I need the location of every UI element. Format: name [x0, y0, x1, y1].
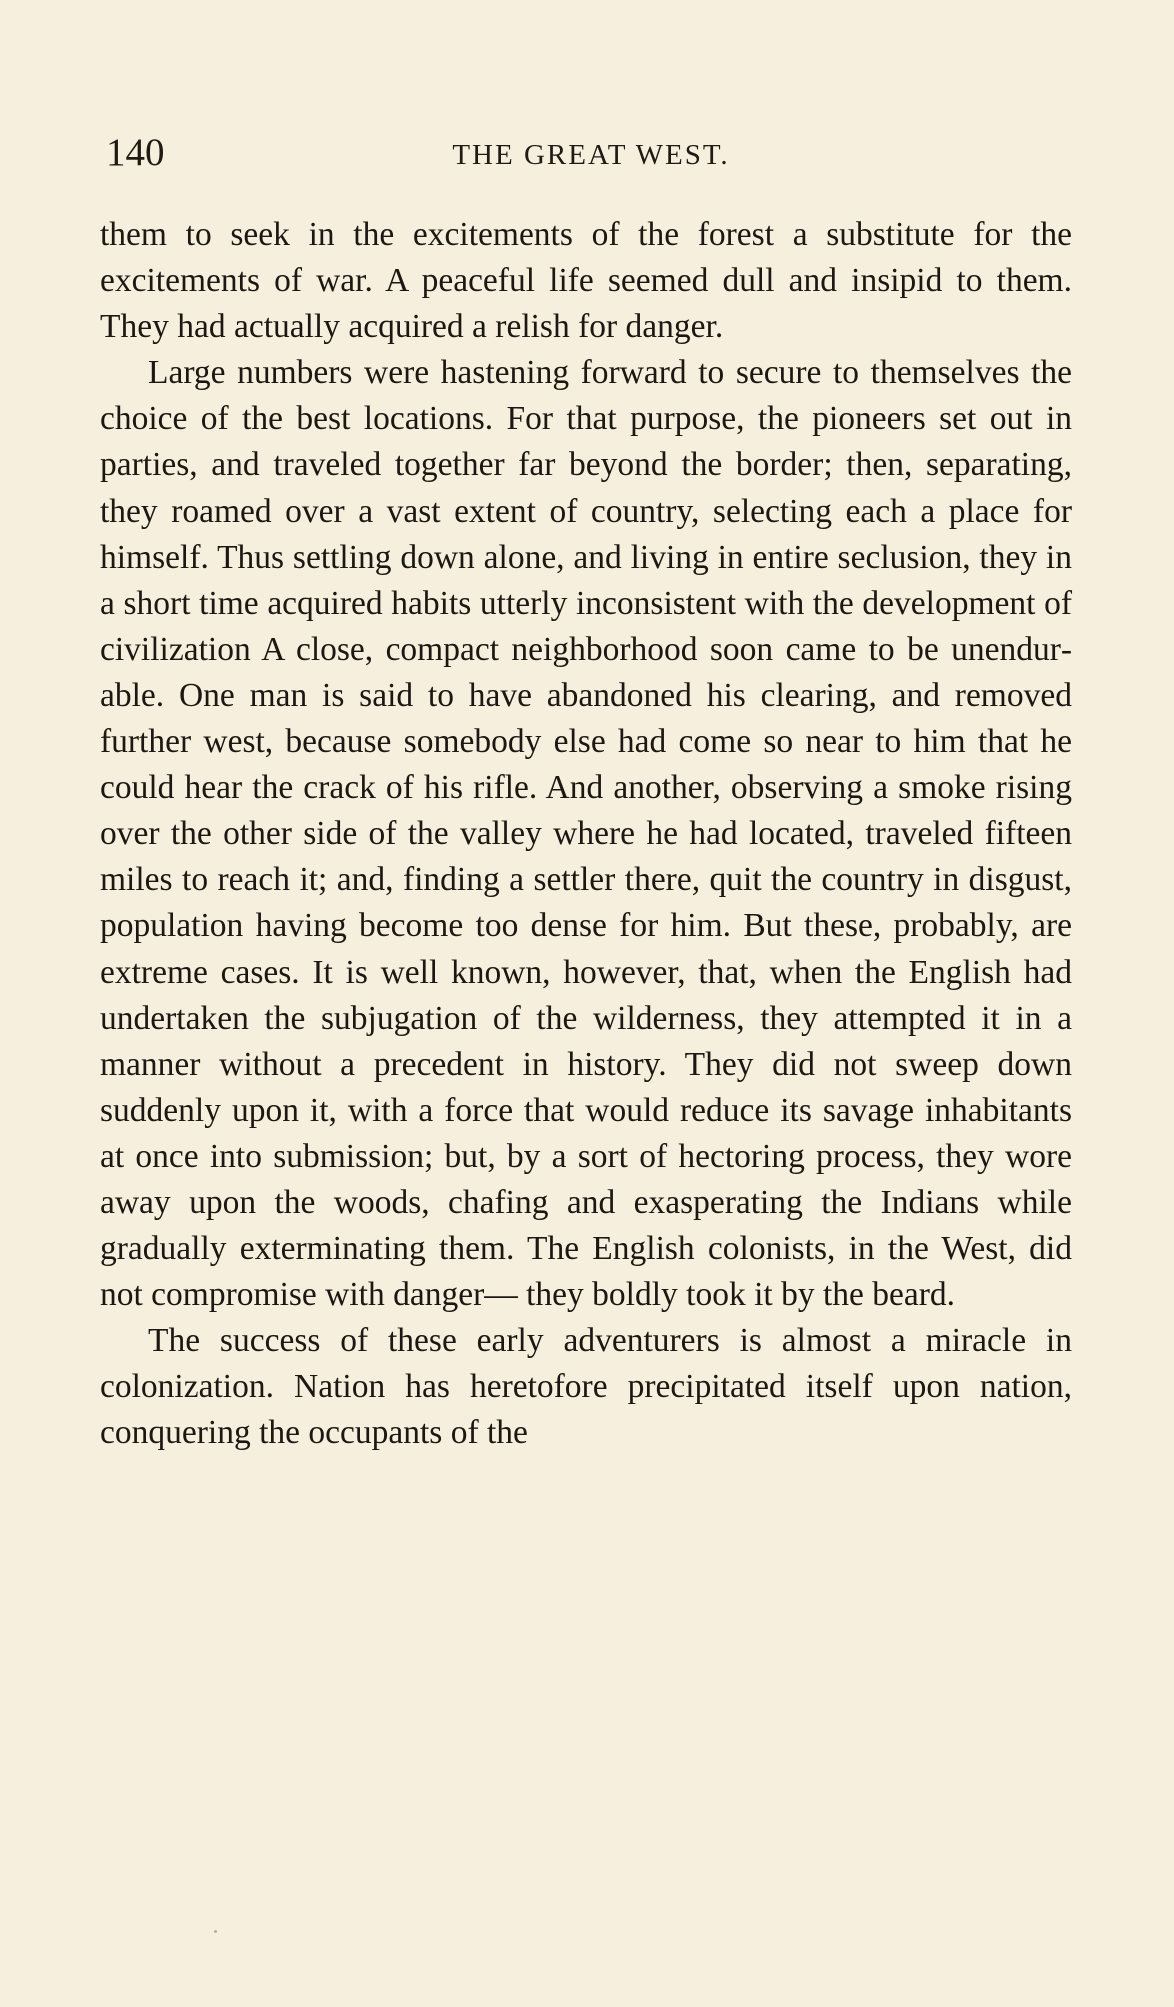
- paper-speck: [214, 1930, 217, 1933]
- paragraph-continued: them to seek in the excitements of the forest a substitute for the excitements of war. A peaceful life seemed dull and insipid to them. They had actually acquired a relish for danger.: [100, 216, 1072, 346]
- page-header: [106, 128, 1076, 178]
- running-title: THE GREAT WEST.: [452, 139, 730, 171]
- paragraph-success: The success of these early adventurers is almost a miracle in colonization. Nation has heretofore precipitated itself upon nation, conquering the occupants of the: [100, 1322, 1072, 1452]
- body-text: [100, 212, 1072, 1457]
- page-number: 140: [106, 131, 165, 174]
- paragraph-pioneers: Large numbers were hastening forward to secure to themselves the choice of the best locations. For that purpose, the pioneers set out in parties, and traveled together far beyond the border; then, separating, they roamed over a vast extent of country, selecting each a place for himself. Thus settling down alone, and living in entire seclusion, they in a short time acquired habits utterly inconsistent with the development of civilization A close, compact neighborhood soon came to be unendurable. One man is said to have abandoned his clearing, and removed further west, because somebody else had come so near to him that he could hear the crack of his rifle. And another, observing a smoke rising over the other side of the valley where he had located, traveled fifteen miles to reach it; and, finding a settler there, quit the country in disgust, population having become too dense for him. But these, probably, are extreme cases. It is well known, however, that, when the English had undertaken the subjugation of the wilderness, they attempted it in a manner without a precedent in history. They did not sweep down suddenly upon it, with a force that would reduce its savage inhabitants at once into submission; but, by a sort of hectoring process, they wore away upon the woods, chafing and exasperating the Indians while gradually exterminating them. The English colonists, in the West, did not compromise with danger— they boldly took it by the beard.: [100, 354, 1072, 1314]
